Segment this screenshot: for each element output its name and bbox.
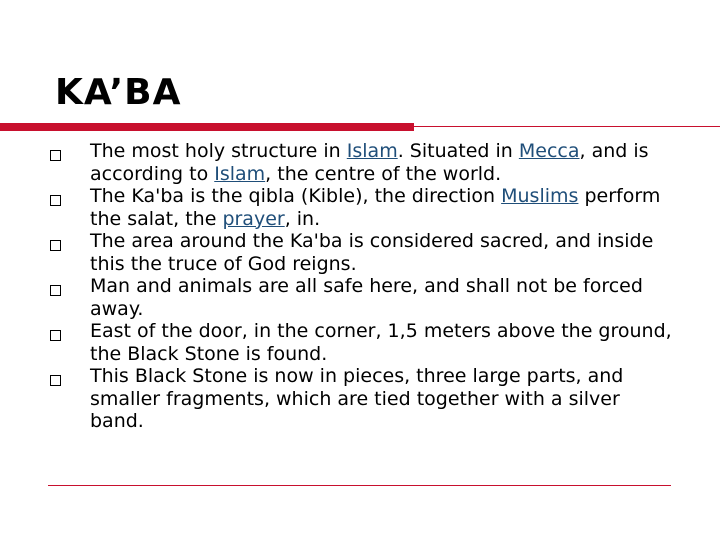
bullet-text: , in.	[284, 207, 321, 230]
hollow-square-bullet-icon	[50, 150, 61, 161]
link-islam[interactable]: Islam	[346, 140, 398, 162]
bullet-text: The most holy structure in	[90, 140, 347, 162]
bullet-item	[50, 275, 675, 320]
hollow-square-bullet-icon	[50, 375, 61, 386]
bullet-item	[50, 185, 675, 230]
title-underline-line	[414, 126, 720, 127]
bullet-text: perform the salat, the	[90, 185, 661, 230]
title-underline-bar	[0, 123, 414, 131]
hollow-square-bullet-icon	[50, 330, 61, 341]
slide-title: KA’BA	[55, 72, 182, 113]
bullet-text: . Situated in	[397, 140, 519, 162]
bullet-text: , the centre of the world.	[265, 162, 502, 185]
bottom-divider	[48, 485, 671, 486]
hollow-square-bullet-icon	[50, 240, 61, 251]
link-mecca[interactable]: Mecca	[518, 140, 580, 162]
bullet-text: The area around the Ka'ba is considered sacred, and inside this the truce of God reigns.	[90, 230, 654, 275]
bullet-item	[50, 365, 675, 433]
bullet-item	[50, 140, 675, 185]
bullet-text: , and is according to	[90, 140, 649, 185]
hollow-square-bullet-icon	[50, 285, 61, 296]
hollow-square-bullet-icon	[50, 195, 61, 206]
bullet-item	[50, 230, 675, 275]
bullet-list	[50, 140, 675, 433]
bullet-text: This Black Stone is now in pieces, three large parts, and smaller fragments, which are tied together with a silver band.	[90, 365, 624, 432]
bullet-text: East of the door, in the corner, 1,5 meters above the ground, the Black Stone is found.	[90, 320, 672, 365]
bullet-text: Man and animals are all safe here, and shall not be forced away.	[90, 275, 643, 320]
bullet-text: The Ka'ba is the qibla (Kible), the direction	[90, 185, 502, 207]
link-islam-2[interactable]: Islam	[214, 162, 266, 185]
link-prayer[interactable]: prayer	[222, 207, 285, 230]
bullet-item	[50, 320, 675, 365]
link-muslims[interactable]: Muslims	[501, 185, 579, 207]
